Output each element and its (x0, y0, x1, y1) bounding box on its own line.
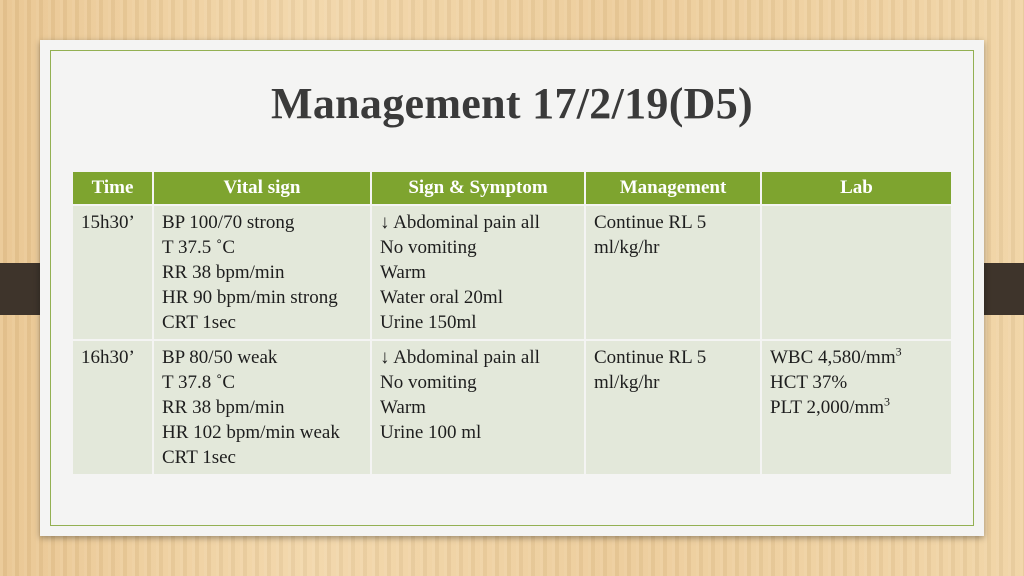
header-vital-sign: Vital sign (153, 172, 371, 205)
header-sign-symptom: Sign & Symptom (371, 172, 585, 205)
lab-plt-superscript: 3 (884, 394, 891, 409)
slide-title: Management 17/2/19(D5) (271, 79, 753, 128)
symptom-line: Urine 150ml (380, 312, 477, 333)
management-cell (585, 205, 761, 340)
management-line: Continue RL 5 (594, 212, 707, 233)
vital-line: T 37.5 ˚C (162, 237, 236, 258)
table-row (73, 340, 951, 475)
vital-line: BP 100/70 strong (162, 212, 295, 233)
vital-line: HR 102 bpm/min weak (162, 422, 340, 443)
time-cell: 15h30’ (73, 205, 153, 340)
vital-sign-cell (153, 340, 371, 475)
symptom-line: No vomiting (380, 237, 477, 258)
symptom-line: Warm (380, 397, 426, 418)
symptom-line: ↓ Abdominal pain all (380, 347, 540, 368)
lab-wbc-text: WBC 4,580/mm (770, 347, 896, 368)
symptom-line: Urine 100 ml (380, 422, 482, 443)
symptom-line: Warm (380, 262, 426, 283)
lab-wbc (770, 345, 943, 370)
vital-line: HR 90 bpm/min strong (162, 287, 338, 308)
sign-symptom-cell (371, 340, 585, 475)
time-cell: 16h30’ (73, 340, 153, 475)
lab-cell (761, 340, 951, 475)
vital-line: BP 80/50 weak (162, 347, 278, 368)
management-table (73, 172, 951, 476)
vital-sign-cell (153, 205, 371, 340)
lab-hct: HCT 37% (770, 372, 848, 393)
lab-cell (761, 205, 951, 340)
vital-line: CRT 1sec (162, 312, 236, 333)
lab-plt-text: PLT 2,000/mm (770, 397, 885, 418)
slide (40, 40, 984, 536)
vital-line: RR 38 bpm/min (162, 397, 285, 418)
lab-wbc-superscript: 3 (895, 344, 902, 359)
lab-plt (770, 395, 943, 420)
vital-line: CRT 1sec (162, 447, 236, 468)
symptom-line: Water oral 20ml (380, 287, 503, 308)
table-row (73, 205, 951, 340)
vital-line: RR 38 bpm/min (162, 262, 285, 283)
sign-symptom-cell (371, 205, 585, 340)
header-lab: Lab (761, 172, 951, 205)
symptom-line: ↓ Abdominal pain all (380, 212, 540, 233)
vital-line: T 37.8 ˚C (162, 372, 236, 393)
management-line: Continue RL 5 (594, 347, 707, 368)
symptom-line: No vomiting (380, 372, 477, 393)
management-cell (585, 340, 761, 475)
management-line: ml/kg/hr (594, 237, 660, 258)
header-management: Management (585, 172, 761, 205)
header-time: Time (73, 172, 153, 205)
table-header-row (73, 172, 951, 205)
management-line: ml/kg/hr (594, 372, 660, 393)
